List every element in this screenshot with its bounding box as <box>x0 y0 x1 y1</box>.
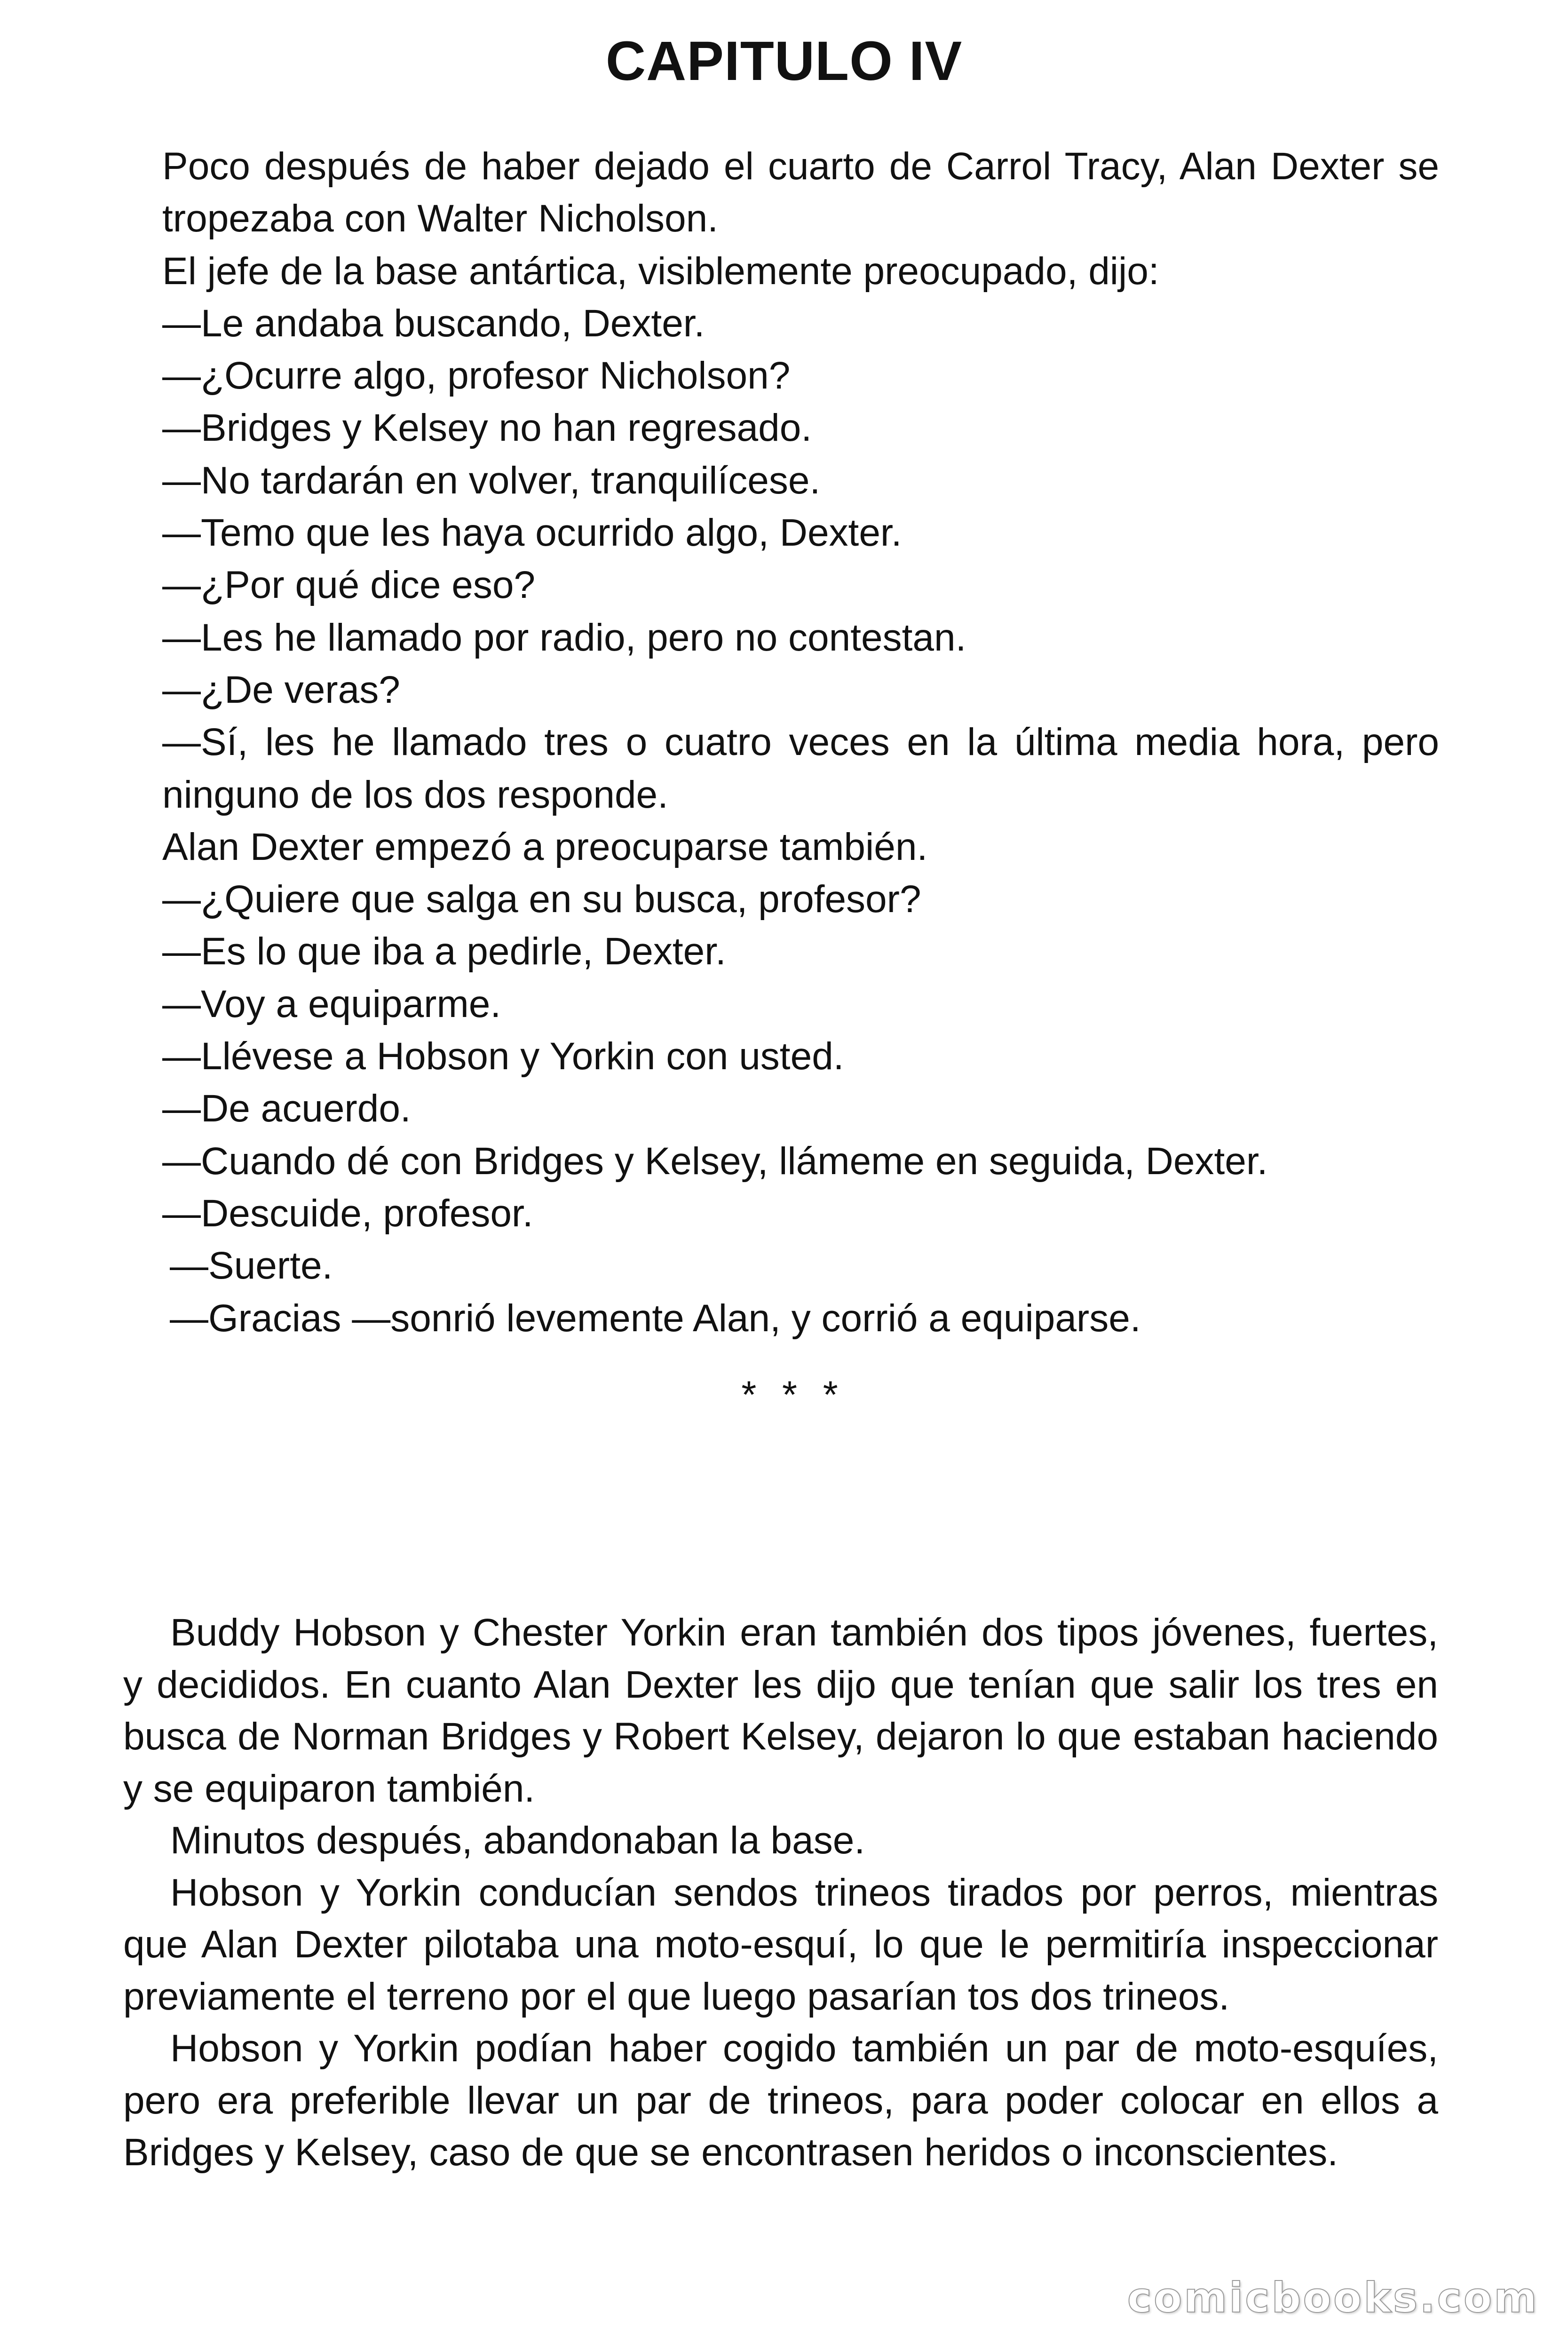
paragraph: Hobson y Yorkin conducían sendos trineos tirados por perros, mientras que Alan Dexter pilotaba una moto-esquí, lo que le permitiría inspeccionar previamente el terreno por el que luego pasarían tos dos trineos. <box>123 1871 1438 2018</box>
dialogue-line: —¿De veras? <box>162 668 400 711</box>
dialogue-line: —No tardarán en volver, tranquilícese. <box>162 459 821 502</box>
dialogue-line: —Sí, les he llamado tres o cuatro veces en la última media hora, pero ninguno de los dos responde. <box>162 721 1439 816</box>
paragraph: Hobson y Yorkin podían haber cogido también un par de moto-esquíes, pero era preferible llevar un par de trineos, para poder colocar en ellos a Bridges y Kelsey, caso de que se encontrasen heridos o inconscientes. <box>123 2027 1438 2174</box>
paragraph: Poco después de haber dejado el cuarto de Carrol Tracy, Alan Dexter se tropezaba con Walter Nicholson. <box>162 145 1439 240</box>
dialogue-line: —¿Ocurre algo, profesor Nicholson? <box>162 354 791 397</box>
dialogue-line: —Cuando dé con Bridges y Kelsey, llámeme en seguida, Dexter. <box>162 1139 1268 1183</box>
dialogue-line: —¿Por qué dice eso? <box>162 564 536 607</box>
chapter-title: CAPITULO IV <box>605 30 963 92</box>
paragraph: El jefe de la base antártica, visiblemente preocupado, dijo: <box>162 249 1159 293</box>
dialogue-line: —Le andaba buscando, Dexter. <box>162 302 705 345</box>
dialogue-line: —Suerte. <box>170 1244 333 1287</box>
dialogue-line: —Gracias —sonrió levemente Alan, y corrió a equiparse. <box>170 1296 1141 1340</box>
dialogue-line: —Es lo que iba a pedirle, Dexter. <box>162 930 726 973</box>
paragraph: Alan Dexter empezó a preocuparse también. <box>162 825 928 868</box>
dialogue-line: —Les he llamado por radio, pero no contestan. <box>162 616 966 659</box>
dialogue-section <box>162 140 1439 1344</box>
dialogue-line: —Llévese a Hobson y Yorkin con usted. <box>162 1035 844 1078</box>
watermark-logo: comicbooks.com <box>1127 2273 1539 2322</box>
dialogue-line: —De acuerdo. <box>162 1087 411 1130</box>
paragraph: Buddy Hobson y Chester Yorkin eran también dos tipos jóvenes, fuertes, y decididos. En cuanto Alan Dexter les dijo que tenían que salir los tres en busca de Norman Bridges y Robert Kelsey, dejaron lo que estaban haciendo y se equiparon también. <box>123 1611 1438 1810</box>
dialogue-line: —Descuide, profesor. <box>162 1192 533 1235</box>
dialogue-line: —¿Quiere que salga en su busca, profesor? <box>162 878 921 921</box>
narrative-section <box>123 1607 1438 2179</box>
dialogue-line: —Temo que les haya ocurrido algo, Dexter. <box>162 511 902 555</box>
dialogue-line: —Bridges y Kelsey no han regresado. <box>162 406 812 450</box>
section-separator: * * * <box>741 1374 846 1416</box>
paragraph: Minutos después, abandonaban la base. <box>170 1819 865 1862</box>
dialogue-line: —Voy a equiparme. <box>162 982 501 1025</box>
